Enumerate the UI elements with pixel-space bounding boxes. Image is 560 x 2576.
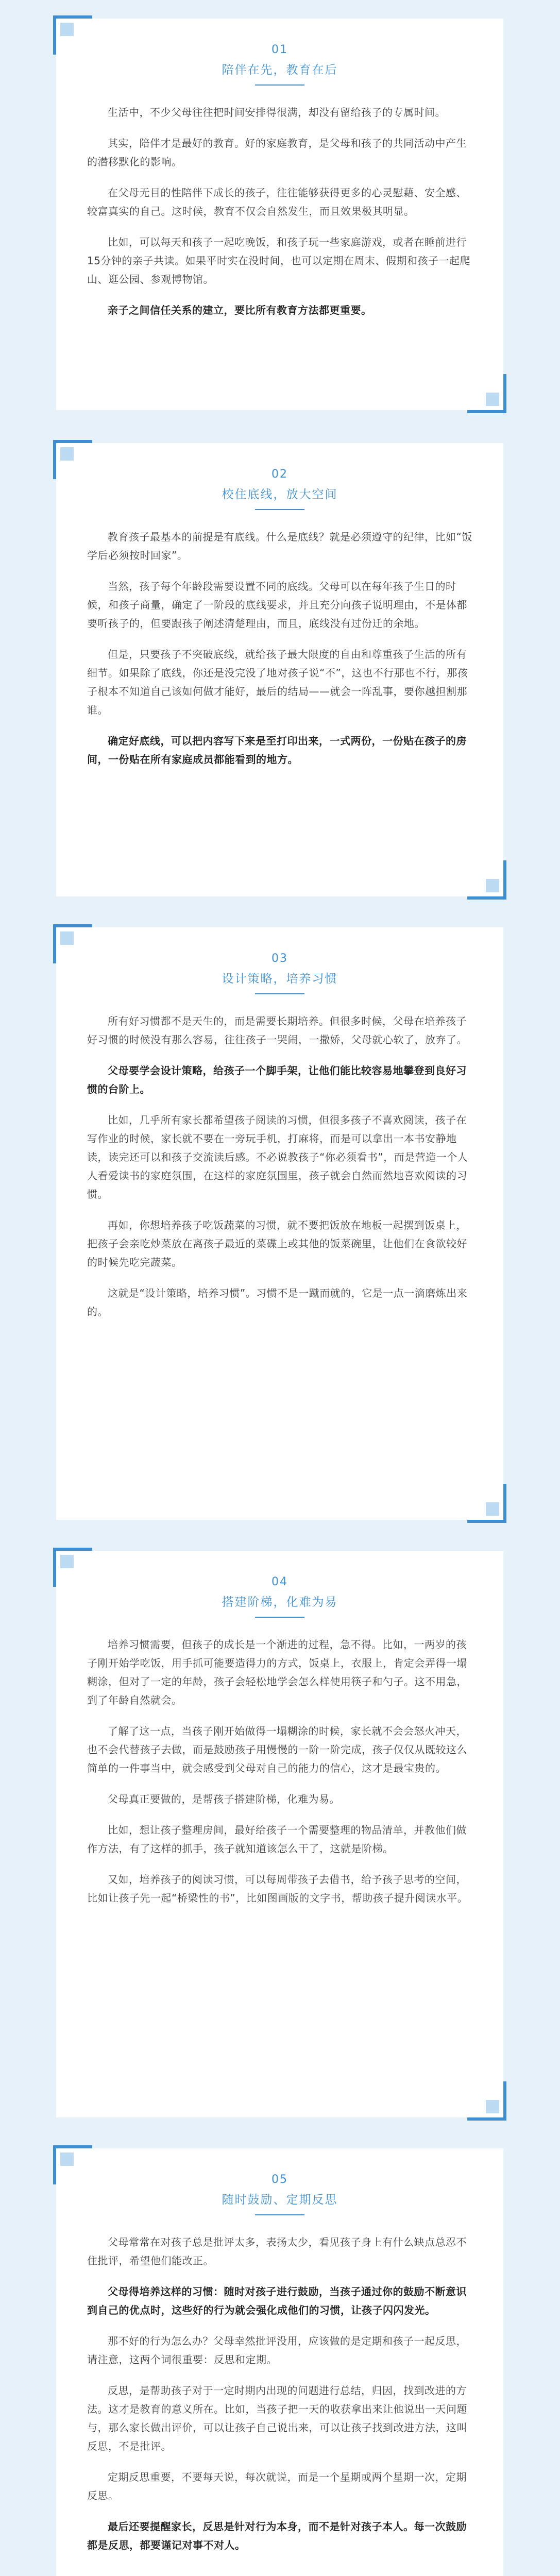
corner-decoration: [53, 1548, 92, 1587]
corner-decoration: [467, 1484, 506, 1523]
section-body: [56, 994, 503, 1321]
paragraph-bold: 亲子之间信任关系的建立，要比所有教育方法都更重要。: [108, 304, 372, 316]
paragraph: 反思，是帮助孩子对于一定时期内出现的问题进行总结，归因，找到改进的方法。这才是教育的意义所在。比如，当孩子把一天的收获拿出来让他说出一天问题与，那么家长做出评价，可以让孩子自己说出来，可以让孩子找到改进方法，这叫反思，不是批评。: [87, 2384, 467, 2452]
paragraph: 比如，想让孩子整理房间，最好给孩子一个需要整理的物品清单，并教他们做作方法，有了这样的抓手，孩子就知道该怎么干了，这就是阶梯。: [87, 1824, 467, 1855]
corner-decoration: [467, 374, 506, 413]
paragraph: 所有好习惯都不是天生的，而是需要长期培养。但很多时候，父母在培养孩子好习惯的时候没有那么容易，往往孩子一哭闹，一撒娇，父母就心软了，放弃了。: [87, 1015, 467, 1046]
paragraph: 又如，培养孩子的阅读习惯，可以每周带孩子去借书，给予孩子思考的空间，比如让孩子先一起“桥梁性的书”，比如图画版的文字书，帮助孩子提升阅读水平。: [87, 1873, 468, 1904]
section-title: 随时鼓励、定期反思: [222, 2193, 338, 2207]
corner-decoration: [467, 2081, 506, 2121]
paragraph: 父母真正要做的，是帮孩子搭建阶梯，化难为易。: [108, 1793, 340, 1805]
corner-decoration: [53, 440, 92, 479]
corner-decoration: [467, 860, 506, 900]
paragraph: 定期反思重要，不要每天说，每次就说，而是一个星期或两个星期一次，定期反思。: [87, 2471, 467, 2502]
section-title: 校住底线，放大空间: [222, 488, 338, 501]
section-number: 03: [271, 952, 288, 965]
section-body: [56, 1618, 503, 1907]
corner-decoration: [53, 2145, 92, 2184]
corner-decoration: [53, 15, 92, 55]
paragraph: 比如，可以每天和孩子一起吃晚饭，和孩子玩一些家庭游戏，或者在睡前进行15分钟的亲子共读。如果平时实在没时间，也可以定期在周末、假期和孩子一起爬山、逛公园、参观博物馆。: [87, 236, 470, 285]
section-body: [56, 510, 503, 769]
section-title: 设计策略，培养习惯: [222, 972, 338, 986]
paragraph: 再如，你想培养孩子吃饭蔬菜的习惯，就不要把饭放在地板一起摆到饭桌上，把孩子会亲吃炒菜放在离孩子最近的菜碟上或其他的饭菜碗里，让他们在食欲较好的时候先吃完蔬菜。: [87, 1219, 467, 1268]
section-body: [56, 86, 503, 319]
section-card-2: [56, 443, 503, 896]
paragraph: 生活中，不少父母往往把时间安排得很满，却没有留给孩子的专属时间。: [108, 106, 446, 118]
paragraph: 这就是“设计策略，培养习惯”。习惯不是一蹴而就的，它是一点一滴磨炼出来的。: [87, 1287, 468, 1318]
paragraph-bold: 父母得培养这样的习惯：随时对孩子进行鼓励，当孩子通过你的鼓励不断意识到自己的优点时，这些好的行为就会强化成他们的习惯，让孩子闪闪发光。: [87, 2285, 467, 2316]
paragraph: 其实，陪伴才是最好的教育。好的家庭教育，是父母和孩子的共同活动中产生的潜移默化的影响。: [87, 137, 467, 168]
section-card-1: [56, 19, 503, 410]
paragraph: 了解了这一点，当孩子刚开始做得一塌糊涂的时候，家长就不会会怒火冲天，也不会代替孩子去做，而是鼓励孩子用慢慢的一阶一阶完成，孩子仅仅从既较这么简单的一件事当中，就会感受到父母对自己的能力的信心，这才是最宝贵的。: [87, 1725, 467, 1774]
paragraph: 培养习惯需要，但孩子的成长是一个渐进的过程，急不得。比如，一两岁的孩子刚开始学吃饭，用手抓可能要造得力的方式，饭桌上，衣服上，肯定会弄得一塌糊涂，但对了一定的年龄，孩子会轻松地学会怎么样使用筷子和勺子。这不用急，到了年龄自然就会。: [87, 1638, 467, 1706]
section-number: 05: [271, 2173, 288, 2186]
section-title: 陪伴在先，教育在后: [222, 63, 338, 77]
corner-decoration: [53, 924, 92, 963]
section-number: 02: [271, 468, 288, 481]
paragraph: 但是，只要孩子不突破底线，就给孩子最大限度的自由和尊重孩子生活的所有细节。如果除了底线，你还是没完没了地对孩子说“不”，这也不行那也不行，那孩子根本不知道自己该如何做才能好，最后的结局——就会一阵乱事，要你越担割那谁。: [87, 648, 468, 716]
section-body: [56, 2215, 503, 2554]
paragraph: 在父母无目的性陪伴下成长的孩子，往往能够获得更多的心灵慰藉、安全感、较富真实的自己。这时候，教育不仅会自然发生，而且效果极其明显。: [87, 187, 467, 217]
section-card-4: [56, 1551, 503, 2117]
section-card-5: [56, 2148, 503, 2576]
paragraph-bold: 父母要学会设计策略，给孩子一个脚手架，让他们能比较容易地攀登到良好习惯的台阶上。: [87, 1064, 467, 1095]
section-number: 01: [271, 43, 288, 56]
paragraph-bold: 确定好底线，可以把内容写下来是至打印出来，一式两份，一份贴在孩子的房间，一份贴在所有家庭成员都能看到的地方。: [87, 735, 467, 766]
section-number: 04: [271, 1575, 288, 1588]
paragraph-bold: 最后还要提醒家长，反思是针对行为本身，而不是针对孩子本人。每一次鼓励都是反思，都要谨记对事不对人。: [87, 2520, 467, 2551]
paragraph: 那不好的行为怎么办？父母幸然批评没用，应该做的是定期和孩子一起反思，请注意，这两个词很重要：反思和定期。: [87, 2335, 467, 2366]
section-title: 搭建阶梯，化难为易: [222, 1596, 338, 1609]
section-card-3: [56, 927, 503, 1520]
paragraph: 当然，孩子每个年龄段需要设置不同的底线。父母可以在每年孩子生日的时候，和孩子商量，确定了一阶段的底线要求，并且充分向孩子说明理由，不是体都要听孩子的，但要跟孩子阐述清楚理由，而且，底线没有过份迁的余地。: [87, 580, 467, 630]
paragraph: 教育孩子最基本的前提是有底线。什么是底线？就是必须遵守的纪律，比如“饭学后必须按时回家”。: [87, 531, 472, 562]
paragraph: 比如，几乎所有家长都希望孩子阅读的习惯，但很多孩子不喜欢阅读，孩子在写作业的时候，家长就不要在一旁玩手机，打麻将，而是可以拿出一本书安静地读，读完还可以和孩子交流读后感。不必说教孩子“你必须看书”，而是营造一个人人看爱读书的家庭氛围，在这样的家庭氛围里，孩子就会自然而然地喜欢阅读的习惯。: [87, 1114, 468, 1200]
paragraph: 父母常常在对孩子总是批评太多，表扬太少，看见孩子身上有什么缺点总忍不住批评，希望他们能改正。: [87, 2236, 467, 2267]
